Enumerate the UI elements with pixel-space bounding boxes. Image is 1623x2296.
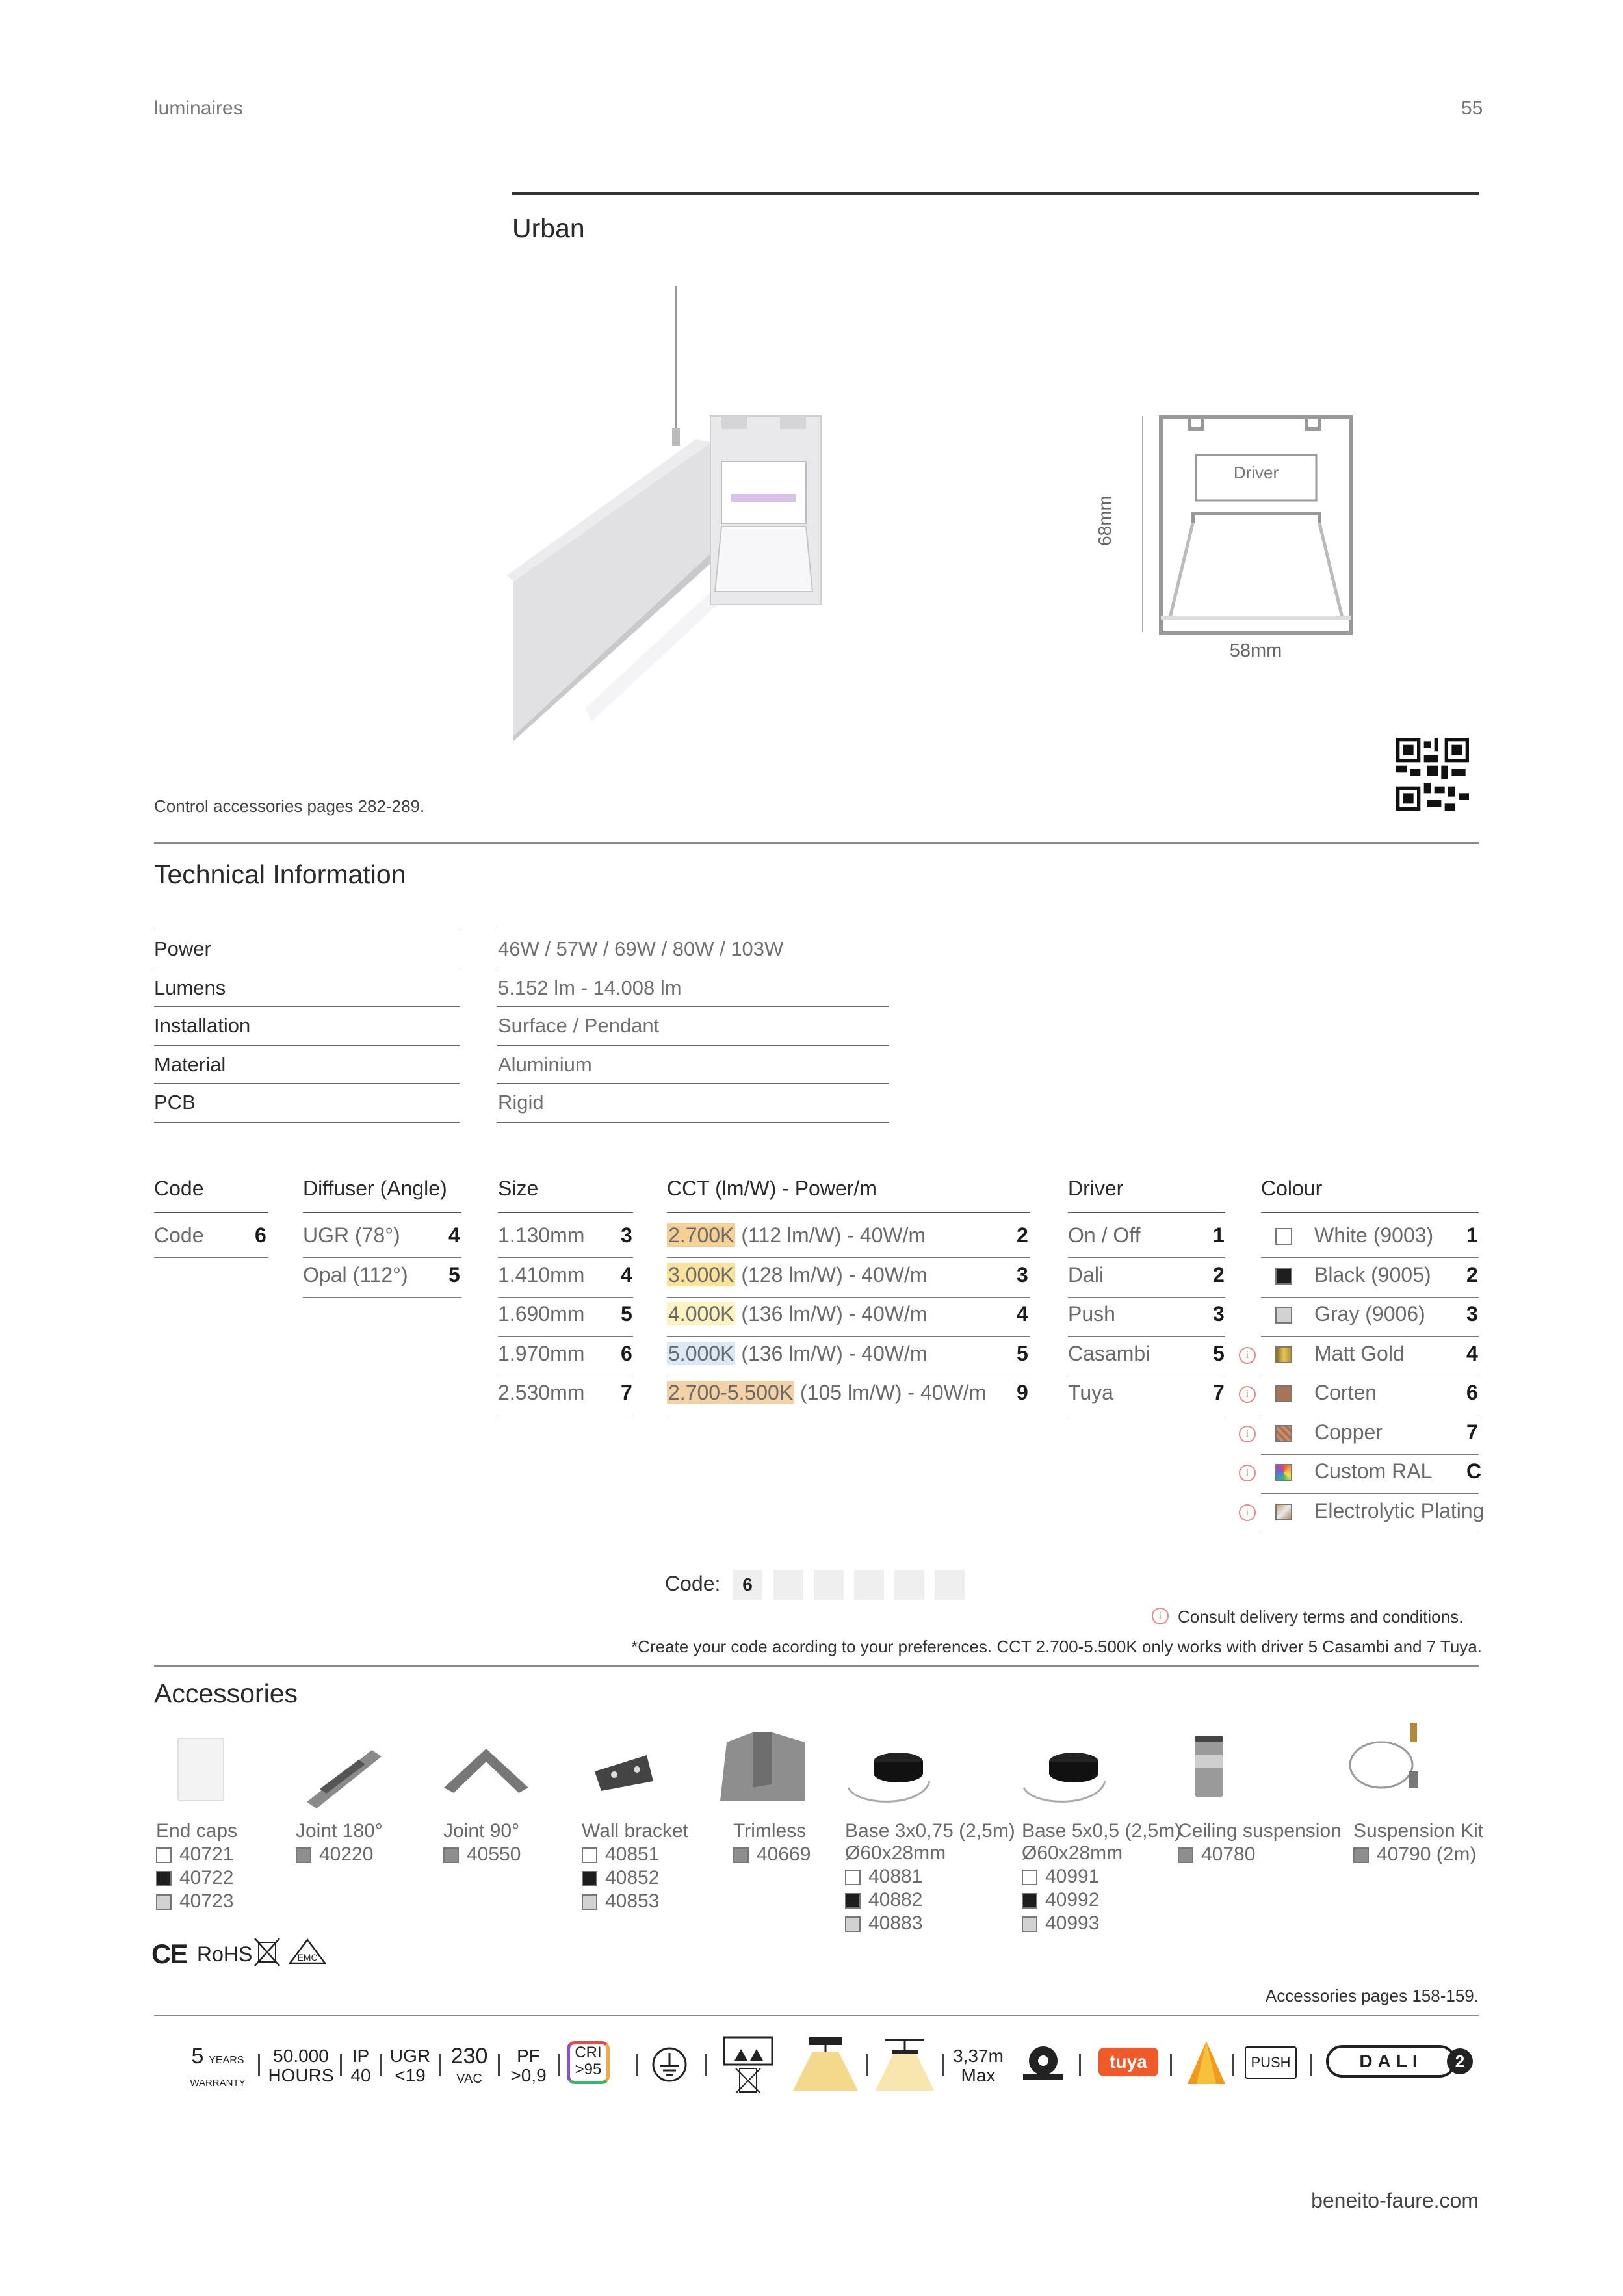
diffuser-rule	[303, 1257, 461, 1258]
diffuser-option[interactable]: UGR (78°)	[303, 1223, 400, 1247]
colour-code: 3	[1466, 1302, 1478, 1325]
accessory-item[interactable]	[845, 1820, 1015, 1935]
tech-rule	[497, 1045, 889, 1046]
separator	[1079, 2054, 1081, 2076]
accessory-ref	[845, 1912, 1015, 1935]
diffuser-header: Diffuser (Angle)	[303, 1177, 447, 1200]
cri-icon	[567, 2041, 610, 2084]
size-code: 7	[621, 1381, 632, 1404]
no-cover-insulation-icon	[721, 2035, 775, 2094]
colour-swatch	[1275, 1307, 1292, 1324]
accessory-name: Base 5x0,5 (2,5m)	[1022, 1820, 1182, 1842]
accessory-ref-code: 40853	[605, 1890, 660, 1912]
suspension-kit-image	[1345, 1716, 1430, 1794]
colour-code: 1	[1466, 1223, 1478, 1247]
colour-swatch	[1275, 1504, 1292, 1520]
cct-code: 4	[1017, 1302, 1028, 1325]
ugr-value: <19	[395, 2065, 426, 2085]
separator	[1170, 2054, 1172, 2076]
accessory-ref-code: 40723	[179, 1890, 234, 1912]
driver-option[interactable]: Push	[1068, 1302, 1115, 1325]
diffuser-code: 4	[448, 1223, 460, 1247]
accessory-ref	[845, 1889, 1015, 1911]
colour-rule	[1261, 1257, 1479, 1258]
accessory-item[interactable]	[1022, 1820, 1181, 1935]
cct-option[interactable]	[667, 1263, 928, 1287]
title-rule	[512, 192, 1479, 195]
cct-rule	[667, 1257, 1030, 1258]
cct-detail: (136 lm/W) - 40W/m	[735, 1341, 928, 1365]
accessory-ref	[1353, 1844, 1483, 1866]
colour-code: 6	[1466, 1381, 1478, 1404]
code-option[interactable]: Code	[154, 1223, 204, 1247]
push-icon: PUSH	[1245, 2046, 1297, 2079]
code-code: 6	[255, 1223, 266, 1247]
accessory-swatch	[1178, 1847, 1193, 1863]
joint-180-image	[300, 1743, 385, 1808]
cct-kelvin-highlight: 5.000K	[668, 1341, 734, 1365]
accessory-name: Trimless	[733, 1820, 807, 1842]
driver-option[interactable]: Tuya	[1068, 1381, 1113, 1404]
header-rule	[303, 1212, 461, 1213]
ip-value: 40	[350, 2065, 371, 2085]
code-box-1	[733, 1570, 762, 1600]
weee-icon	[253, 1936, 282, 1968]
cct-option[interactable]	[667, 1381, 986, 1405]
cct-detail: (112 lm/W) - 40W/m	[735, 1223, 926, 1247]
accessory-ref-code: 40669	[757, 1844, 811, 1865]
accessory-ref	[1178, 1844, 1342, 1866]
size-option[interactable]: 2.530mm	[498, 1381, 585, 1404]
ugr-icon	[387, 2046, 433, 2085]
cct-detail: (128 lm/W) - 40W/m	[735, 1262, 928, 1286]
colour-swatch	[1275, 1425, 1292, 1442]
colour-swatch	[1275, 1346, 1292, 1363]
separator	[498, 2054, 500, 2076]
ip-label: IP	[352, 2046, 370, 2066]
diffuser-code: 5	[448, 1262, 460, 1286]
accessory-swatch	[1022, 1870, 1037, 1885]
cct-kelvin-highlight: 2.700-5.500K	[668, 1381, 794, 1404]
driver-option[interactable]: Casambi	[1068, 1341, 1150, 1365]
cct-kelvin-highlight: 3.000K	[668, 1262, 734, 1286]
hours-icon	[265, 2046, 337, 2085]
separator	[866, 2054, 868, 2076]
driver-rule	[1068, 1297, 1225, 1298]
accessory-ref-code: 40881	[868, 1866, 923, 1887]
dali-label: DALI	[1359, 2051, 1423, 2071]
accessory-swatch	[582, 1894, 597, 1910]
control-accessories-note: Control accessories pages 282-289.	[154, 796, 425, 816]
product-image	[507, 286, 845, 741]
cct-detail: (136 lm/W) - 40W/m	[735, 1302, 928, 1325]
code-header: Code	[154, 1177, 204, 1200]
accessory-ref-code: 40780	[1201, 1844, 1256, 1865]
accessory-ref	[156, 1867, 237, 1889]
voltage-word: VAC	[456, 2072, 482, 2086]
separator	[1310, 2054, 1312, 2076]
accessory-item[interactable]	[296, 1820, 383, 1866]
accessory-item[interactable]	[156, 1820, 237, 1912]
wall-bracket-image	[588, 1749, 660, 1794]
driver-option[interactable]: On / Off	[1068, 1223, 1141, 1247]
size-option[interactable]: 1.410mm	[498, 1262, 585, 1286]
ip-rating-icon	[347, 2046, 374, 2085]
tech-label: PCB	[154, 1091, 196, 1114]
code-rule	[154, 1257, 268, 1258]
accessory-name: Suspension Kit	[1353, 1820, 1484, 1842]
colour-code: 4	[1466, 1341, 1478, 1365]
separator	[340, 2054, 342, 2076]
page-number: 55	[1461, 98, 1483, 119]
earth-ground-icon	[651, 2046, 688, 2083]
driver-code: 3	[1213, 1302, 1225, 1325]
accessory-ref	[582, 1867, 688, 1889]
accessory-name: End caps	[156, 1820, 238, 1842]
accessory-name: Joint 90°	[443, 1820, 520, 1842]
cct-rule	[667, 1297, 1030, 1298]
separator	[942, 2054, 944, 2076]
accessory-swatch	[296, 1847, 311, 1863]
diffuser-option[interactable]: Opal (112°)	[303, 1262, 408, 1286]
separator	[705, 2054, 707, 2076]
colour-option[interactable]: White (9003)	[1314, 1223, 1434, 1247]
accessory-ref	[1022, 1889, 1181, 1911]
tech-value: 46W / 57W / 69W / 80W / 103W	[498, 937, 784, 960]
info-icon: i	[1239, 1426, 1256, 1442]
warranty-unit: YEARS	[209, 2055, 244, 2066]
warranty-icon	[185, 2046, 250, 2093]
ceiling-suspension-image	[1189, 1729, 1228, 1801]
separator	[380, 2054, 382, 2076]
accessory-swatch	[733, 1847, 749, 1863]
divider	[154, 2015, 1479, 2016]
accessory-name: Joint 180°	[296, 1820, 383, 1842]
separator	[558, 2054, 560, 2076]
tech-rule	[154, 1122, 460, 1123]
dali-version-badge: 2	[1447, 2048, 1473, 2074]
tech-label: Power	[154, 937, 211, 960]
accessory-ref-code: 40993	[1045, 1912, 1100, 1934]
separator	[258, 2054, 260, 2076]
max-length-word: Max	[961, 2065, 996, 2085]
colour-code: C	[1466, 1459, 1482, 1483]
size-option[interactable]: 1.690mm	[498, 1302, 585, 1325]
tech-label: Lumens	[154, 976, 226, 999]
accessory-ref	[1022, 1912, 1181, 1935]
tech-rule	[497, 1122, 889, 1123]
accessory-ref	[582, 1890, 688, 1912]
warranty-years: 5	[191, 2044, 204, 2068]
diffuser-rule	[303, 1297, 461, 1298]
pendant-light-icon	[793, 2035, 858, 2091]
rohs-mark: RoHS	[197, 1942, 253, 1966]
info-icon: i	[1239, 1386, 1256, 1403]
voltage-number: 230	[450, 2044, 488, 2068]
accessory-swatch	[582, 1871, 597, 1886]
code-box-6	[935, 1570, 965, 1600]
cct-kelvin-highlight: 4.000K	[668, 1302, 734, 1325]
header-rule	[498, 1212, 633, 1213]
delivery-note: Consult delivery terms and conditions.	[1178, 1607, 1464, 1626]
colour-rule	[1261, 1336, 1479, 1337]
accessory-ref-code: 40722	[179, 1867, 234, 1888]
hours-number: 50.000	[273, 2046, 329, 2066]
cct-kelvin-highlight: 2.700K	[668, 1223, 734, 1247]
code-box-2	[773, 1570, 803, 1600]
accessory-ref	[156, 1844, 237, 1866]
accessory-ref	[845, 1866, 1015, 1888]
colour-option[interactable]: Copper	[1314, 1420, 1383, 1444]
accessory-ref-code: 40992	[1045, 1889, 1100, 1911]
header-rule	[1261, 1212, 1479, 1213]
size-code: 4	[621, 1262, 632, 1286]
accessory-item[interactable]	[733, 1820, 811, 1866]
power-factor-icon	[506, 2046, 551, 2085]
emc-icon	[289, 1937, 326, 1966]
tech-value: Rigid	[498, 1091, 544, 1114]
info-icon: i	[1239, 1347, 1256, 1364]
divider	[154, 1665, 1479, 1667]
separator	[636, 2054, 638, 2076]
size-code: 6	[621, 1341, 632, 1365]
saw-cut-icon	[1020, 2041, 1066, 2083]
cct-code: 9	[1017, 1381, 1028, 1404]
hours-word: HOURS	[268, 2065, 334, 2085]
cct-code: 2	[1017, 1223, 1028, 1247]
max-length-icon	[952, 2046, 1004, 2085]
tech-rule	[154, 1083, 460, 1084]
accessory-item[interactable]	[443, 1820, 521, 1866]
colour-option[interactable]: Matt Gold	[1314, 1341, 1405, 1365]
accessory-name: Base 3x0,75 (2,5m)	[845, 1820, 1015, 1842]
create-code-note: *Create your code acording to your preferences. CCT 2.700-5.500K only works with driver 5 Casambi and 7 Tuya.	[631, 1637, 1482, 1656]
colour-option[interactable]: Electrolytic Plating	[1314, 1498, 1485, 1522]
dali-icon	[1326, 2045, 1456, 2078]
accessory-ref-code: 40852	[605, 1867, 660, 1888]
pf-value: >0,9	[510, 2065, 547, 2085]
accessory-swatch	[1353, 1847, 1369, 1863]
colour-option[interactable]: Corten	[1314, 1381, 1377, 1404]
size-header: Size	[498, 1177, 539, 1200]
accessory-swatch	[156, 1871, 172, 1886]
info-icon: i	[1239, 1504, 1256, 1521]
tech-value: Aluminium	[498, 1053, 592, 1076]
accessory-swatch	[156, 1847, 172, 1863]
code-box-5	[894, 1570, 924, 1600]
accessory-name: Ceiling suspension	[1178, 1820, 1342, 1842]
driver-option[interactable]: Dali	[1068, 1262, 1104, 1286]
accessory-ref-code: 40882	[868, 1889, 923, 1911]
accessory-ref-code: 40721	[179, 1844, 234, 1865]
colour-option[interactable]: Gray (9006)	[1314, 1302, 1425, 1325]
accessory-swatch	[1022, 1893, 1037, 1909]
code-box-4	[854, 1570, 884, 1600]
accessory-ref-code: 40851	[605, 1844, 660, 1865]
accessory-ref	[1022, 1866, 1181, 1888]
colour-swatch	[1275, 1464, 1292, 1481]
accessory-ref	[296, 1844, 383, 1866]
height-dimension: 68mm	[1095, 495, 1115, 546]
accessory-ref	[582, 1844, 688, 1866]
driver-code: 1	[1213, 1223, 1225, 1247]
size-option[interactable]: 1.130mm	[498, 1223, 585, 1247]
accessory-ref-code: 40991	[1045, 1866, 1100, 1887]
cct-option[interactable]	[667, 1223, 926, 1247]
ugr-label: UGR	[389, 2046, 431, 2066]
tech-label: Material	[154, 1053, 226, 1076]
colour-swatch	[1275, 1385, 1292, 1402]
cct-option[interactable]	[667, 1302, 928, 1326]
accessory-ref-code: 40550	[467, 1844, 521, 1865]
tech-label: Installation	[154, 1014, 251, 1037]
tech-rule	[154, 1045, 460, 1046]
colour-header: Colour	[1261, 1177, 1323, 1200]
accessory-swatch	[156, 1894, 172, 1910]
code-box-3	[814, 1570, 844, 1600]
size-code: 5	[621, 1302, 632, 1325]
accessory-name: Wall bracket	[582, 1820, 688, 1842]
divider	[154, 842, 1479, 844]
colour-option[interactable]: Black (9005)	[1314, 1262, 1431, 1286]
accessory-size: Ø60x28mm	[1022, 1842, 1123, 1864]
voltage-icon	[447, 2046, 491, 2089]
accessory-ref-code: 40790 (2m)	[1377, 1844, 1477, 1865]
accessory-swatch	[1022, 1916, 1037, 1932]
accessory-item[interactable]	[1178, 1820, 1342, 1866]
website[interactable]: beneito-faure.com	[1311, 2189, 1479, 2212]
driver-rule	[1068, 1257, 1225, 1258]
separator	[439, 2054, 441, 2076]
tech-value: 5.152 lm - 14.008 lm	[498, 976, 682, 999]
surface-light-icon	[872, 2035, 937, 2091]
colour-rule	[1261, 1454, 1479, 1455]
width-dimension: 58mm	[1229, 640, 1282, 661]
cct-detail: (105 lm/W) - 40W/m	[794, 1381, 987, 1404]
accessory-ref	[733, 1844, 811, 1866]
driver-code: 5	[1213, 1341, 1225, 1365]
size-rule	[498, 1297, 633, 1298]
cct-header: CCT (lm/W) - Power/m	[667, 1177, 877, 1200]
accessory-ref	[443, 1844, 521, 1866]
colour-swatch	[1275, 1228, 1292, 1245]
base-5x05-image	[1020, 1736, 1118, 1807]
accessory-item[interactable]	[1353, 1820, 1483, 1866]
accessory-ref-code: 40220	[319, 1844, 374, 1865]
trimless-image	[714, 1729, 811, 1807]
colour-rule	[1261, 1297, 1479, 1298]
colour-option[interactable]: Custom RAL	[1314, 1459, 1433, 1483]
colour-code: 7	[1466, 1420, 1478, 1444]
colour-code: 2	[1466, 1262, 1478, 1286]
max-length-value: 3,37m	[953, 2046, 1004, 2066]
info-icon: i	[1239, 1465, 1256, 1481]
casambi-icon	[1186, 2040, 1227, 2085]
accessory-size: Ø60x28mm	[845, 1842, 946, 1864]
accessory-swatch	[845, 1870, 861, 1885]
qr-code	[1396, 738, 1469, 811]
header-rule	[667, 1212, 1030, 1213]
driver-rule	[1068, 1336, 1225, 1337]
colour-swatch	[1275, 1268, 1292, 1285]
accessory-swatch	[845, 1893, 861, 1909]
accessory-swatch	[845, 1916, 861, 1932]
tuya-icon: tuya	[1098, 2048, 1158, 2076]
tech-value: Surface / Pendant	[498, 1014, 660, 1037]
section-label: luminaires	[154, 98, 243, 119]
accessory-ref-code: 40883	[868, 1912, 923, 1934]
accessories-title: Accessories	[154, 1678, 298, 1708]
cri-label: CRI	[575, 2044, 602, 2061]
driver-header: Driver	[1068, 1177, 1124, 1200]
size-code: 3	[621, 1223, 632, 1247]
tech-rule	[497, 1006, 889, 1007]
accessories-pages-note: Accessories pages 158-159.	[1265, 1986, 1479, 2005]
driver-code: 2	[1213, 1262, 1225, 1286]
pf-label: PF	[517, 2046, 540, 2066]
base-3x075-image	[845, 1736, 942, 1807]
separator	[1232, 2054, 1234, 2076]
driver-code: 7	[1213, 1381, 1225, 1404]
svg-text:EMC: EMC	[297, 1952, 318, 1963]
cri-value: >95	[575, 2061, 602, 2078]
size-rule	[498, 1336, 633, 1337]
cct-rule	[667, 1336, 1030, 1337]
joint-90-image	[441, 1742, 532, 1794]
product-name: Urban	[512, 213, 585, 243]
cct-code: 5	[1017, 1341, 1028, 1365]
accessory-ref	[156, 1890, 237, 1912]
driver-label: Driver	[1233, 463, 1279, 482]
info-icon: i	[1152, 1608, 1169, 1624]
header-rule	[154, 1212, 268, 1213]
accessory-swatch	[443, 1847, 459, 1863]
code-box-value: 6	[742, 1574, 753, 1595]
accessory-item[interactable]	[582, 1820, 688, 1912]
cross-section-diagram	[1131, 403, 1378, 676]
cct-option[interactable]	[667, 1342, 928, 1366]
accessory-swatch	[582, 1847, 597, 1863]
header-rule	[1068, 1212, 1225, 1213]
tech-title: Technical Information	[154, 859, 406, 889]
tech-rule	[497, 1083, 889, 1084]
size-rule	[498, 1257, 633, 1258]
size-option[interactable]: 1.970mm	[498, 1341, 585, 1365]
code-builder-label: Code:	[665, 1572, 721, 1595]
cct-code: 3	[1017, 1262, 1028, 1286]
colour-rule	[1261, 1493, 1479, 1494]
end-cap-image	[177, 1737, 225, 1802]
warranty-word: WARRANTY	[190, 2078, 246, 2089]
ce-mark: CE	[151, 1938, 187, 1969]
tech-rule	[154, 1006, 460, 1007]
